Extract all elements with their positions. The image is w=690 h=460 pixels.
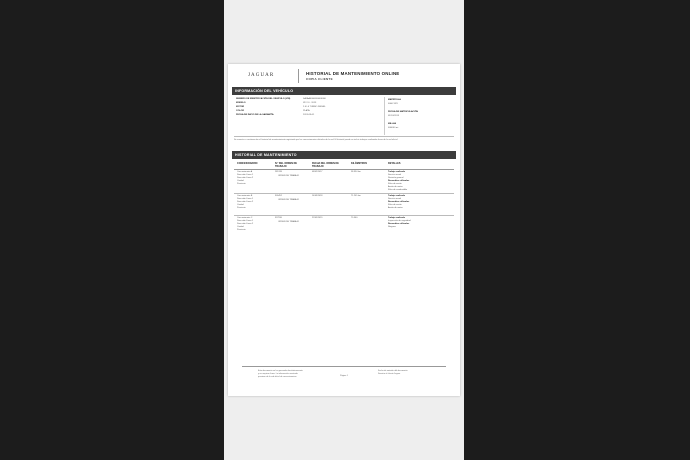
mileage-label: MILLAS	[388, 123, 397, 125]
footer-rule	[242, 366, 446, 367]
plate-value: 0000 XXX	[388, 103, 398, 105]
model-label: MODELO	[236, 102, 246, 104]
header-rule	[234, 169, 454, 170]
document-subtitle: COPIA CLIENTE	[306, 77, 333, 81]
details-title: Trabajo realizado	[388, 217, 405, 219]
dealer-line: Ciudad	[237, 180, 244, 182]
jaguar-logo: JAGUAR	[248, 73, 275, 78]
color-value: PLATA	[303, 110, 310, 112]
dealer-line: Provincia	[237, 183, 246, 185]
dealer-line: Dirección Línea 2	[237, 201, 254, 203]
dealer-line: Concesionario B	[237, 195, 253, 197]
document-header	[228, 64, 460, 86]
details-part: Filtro de aceite	[388, 183, 402, 185]
footer-right	[378, 370, 407, 376]
details-subtitle: Recambios utilizados	[388, 223, 410, 225]
order-tag: ORDEN DE TRABAJO	[278, 199, 300, 201]
order-tag: ORDEN DE TRABAJO	[278, 175, 300, 177]
details-subtitle: Recambios utilizados	[388, 180, 410, 182]
history-section-title: HISTORIAL DE MANTENIMIENTO	[235, 152, 297, 157]
engine-label: MOTOR	[236, 106, 245, 108]
notice-paragraph: Se muestra a continuación el historial de mantenimiento registrado por los concesionarios oficiales de la red. El historial puede no incluir trabajos realizados fuera de la red oficial.	[234, 139, 398, 141]
footer-left-line: y no requiere firma. La información mostrada	[258, 372, 298, 375]
column-details: DETALLES	[388, 162, 401, 165]
warranty-label: FECHA DE INICIO DE LA GARANTÍA	[236, 114, 274, 116]
order-date: 14/03/2018	[312, 195, 323, 197]
warranty-value: 2013-09-01	[303, 114, 315, 116]
details-title: Trabajo realizado	[388, 195, 405, 197]
row-rule	[234, 215, 454, 216]
order-date: 22/05/2019	[312, 217, 323, 219]
dealer-line: Ciudad	[237, 204, 244, 206]
history-section-bar	[232, 151, 456, 159]
vehicle-divider	[384, 97, 385, 135]
registration-label: FECHA DE MATRICULACIÓN	[388, 111, 419, 113]
column-order-date: FECHA DEL ORDEN DE TRABAJO	[312, 162, 339, 168]
column-kilometers: KILÓMETROS	[351, 162, 367, 165]
details-line: Servicio anual	[388, 174, 402, 176]
order-number: 327810	[275, 217, 282, 219]
footer-left	[258, 370, 303, 378]
dealer-line: Concesionario C	[237, 217, 253, 219]
order-km: 79.960	[351, 217, 358, 219]
footer-left-line: proviene de la red oficial de concesionarios.	[258, 375, 297, 378]
details-subtitle: Recambios utilizados	[388, 201, 410, 203]
vin-value: SAJAA0000000000000	[303, 98, 326, 100]
footer-right-line: Fecha de emisión del documento	[378, 370, 408, 372]
order-tag: ORDEN DE TRABAJO	[278, 221, 300, 223]
engine-value: 2.0 L4 TURBO DIESEL	[303, 106, 326, 108]
details-part: Aceite de motor	[388, 186, 403, 188]
dealer-line: Dirección Línea 2	[237, 177, 254, 179]
column-dealer: CONCESIONARIO	[237, 162, 258, 165]
color-label: COLOR	[236, 110, 244, 112]
document-page	[228, 64, 460, 396]
details-line: Servicio anual	[388, 198, 402, 200]
dealer-line: Concesionario A	[237, 171, 253, 173]
vehicle-section-title: INFORMACIÓN DEL VEHÍCULO	[235, 88, 294, 93]
details-line: Inspección de seguridad	[388, 220, 411, 222]
column-order-number: N.º DEL ORDEN DE TRABAJO	[275, 162, 297, 168]
details-part: Aceite de motor	[388, 207, 403, 209]
dealer-line: Dirección Línea 1	[237, 220, 254, 222]
dealer-line: Ciudad	[237, 226, 244, 228]
order-km: 71.205 km	[351, 195, 361, 197]
dealer-line: Dirección Línea 1	[237, 174, 254, 176]
header-divider	[298, 69, 299, 83]
page-number: Página 1	[340, 375, 348, 377]
details-title: Trabajo realizado	[388, 171, 405, 173]
dealer-line: Provincia	[237, 207, 246, 209]
footer-right-line: Servicio al cliente Jaguar	[378, 372, 401, 375]
details-line: Revisión general	[388, 177, 404, 179]
footer-left-line: Este documento se ha generado electrónicamente	[258, 370, 303, 372]
details-part: Ninguno	[388, 226, 396, 228]
vehicle-section-bar	[232, 87, 456, 95]
row-rule	[234, 193, 454, 194]
order-number: 285139	[275, 171, 282, 173]
vehicle-section-rule	[234, 136, 454, 137]
model-value: XF 2.0 · 2013	[303, 102, 317, 104]
dealer-line: Dirección Línea 2	[237, 223, 254, 225]
vin-label: NÚMERO DE IDENTIFICACIÓN DEL VEHÍCULO (VIN)	[236, 98, 291, 100]
plate-label: MATRÍCULA	[388, 99, 401, 101]
details-part: Filtro de aceite	[388, 204, 402, 206]
dealer-line: Provincia	[237, 229, 246, 231]
document-title: HISTORIAL DE MANTENIMIENTO ONLINE	[306, 71, 400, 76]
order-km: 58.394 km	[351, 171, 361, 173]
details-part: Filtro de combustible	[388, 189, 408, 191]
registration-value: 01/10/2013	[388, 115, 399, 117]
dealer-line: Dirección Línea 1	[237, 198, 254, 200]
order-number: 309452	[275, 195, 282, 197]
mileage-value: 000000 mi	[388, 127, 399, 129]
order-date: 08/02/2017	[312, 171, 323, 173]
